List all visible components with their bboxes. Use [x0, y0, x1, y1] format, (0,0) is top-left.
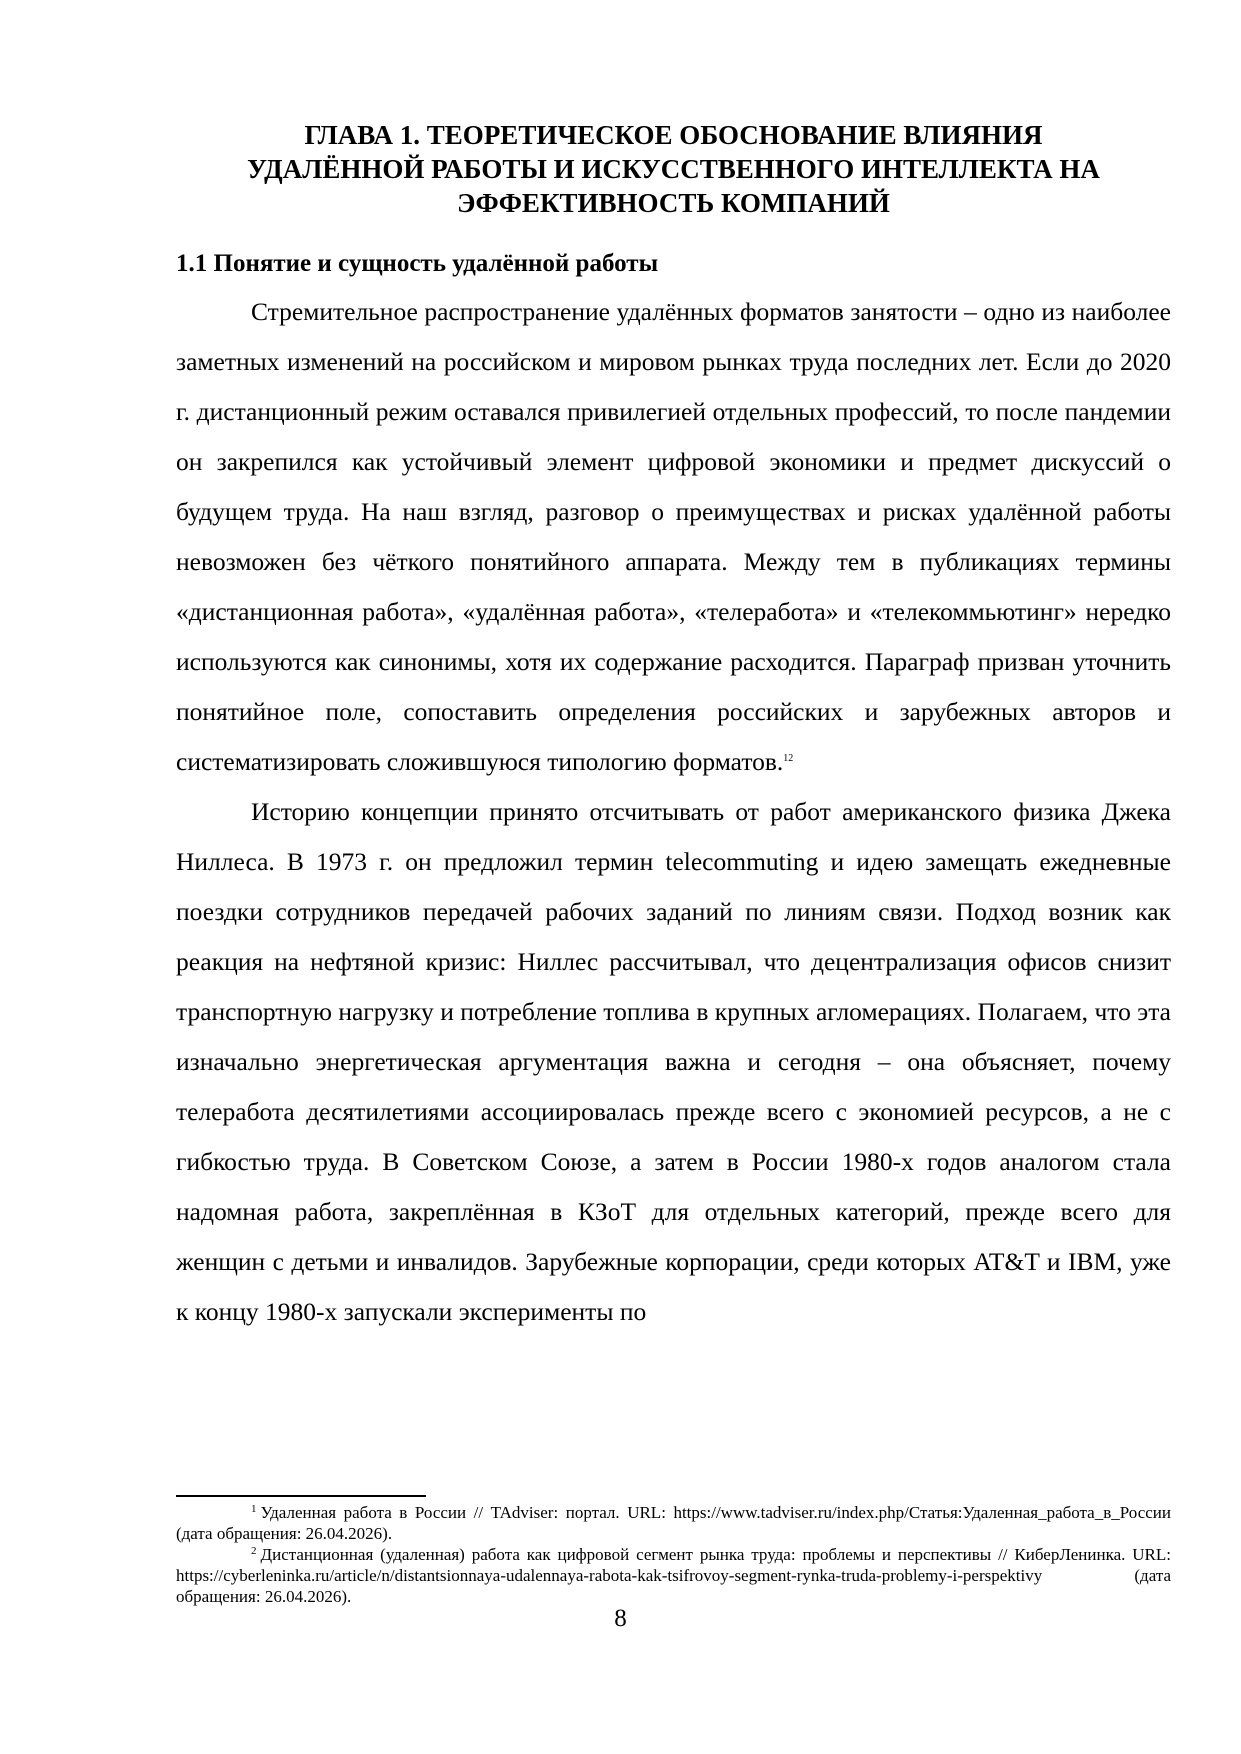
footnote-text: Дистанционная (удаленная) работа как цифровой сегмент рынка труда: проблемы и перспективы // КиберЛенинка. URL: https://cyberleninka.ru/article/n/distantsionnaya-udalennaya-rabota-kak-tsifrovoy-segment-rynka-truda-problemy-i-perspektivy (дата обращения: 26.04.2026).: [176, 1545, 1171, 1606]
chapter-title-line: ЭФФЕКТИВНОСТЬ КОМПАНИЙ: [457, 188, 890, 218]
footnote-reference[interactable]: 12: [783, 753, 794, 764]
footnotes: [176, 1502, 1171, 1607]
chapter-title-line: УДАЛЁННОЙ РАБОТЫ И ИСКУССТВЕННОГО ИНТЕЛЛЕКТА НА: [247, 154, 1100, 184]
body-text: [176, 287, 1171, 1337]
footnote-number: 1: [251, 1502, 257, 1515]
section-heading: 1.1 Понятие и сущность удалённой работы: [176, 250, 659, 277]
footnote-text: Удаленная работа в России // TAdviser: портал. URL: https://www.tadviser.ru/index.php/Статья:Удаленная_работа_в_России (дата обращения: 26.04.2026).: [176, 1503, 1171, 1543]
page-number: 8: [614, 1605, 627, 1632]
footnote-separator: [176, 1495, 426, 1497]
chapter-title: [176, 118, 1171, 220]
chapter-title-line: ГЛАВА 1. ТЕОРЕТИЧЕСКОЕ ОБОСНОВАНИЕ ВЛИЯНИЯ: [304, 120, 1043, 150]
footnote-2: [176, 1544, 1171, 1607]
footnote-1: [176, 1502, 1171, 1544]
footnote-number: 2: [251, 1544, 257, 1557]
paragraph-1: [176, 287, 1171, 787]
paragraph-1-text: Стремительное распространение удалённых форматов занятости – одно из наиболее заметных изменений на российском и мировом рынках труда последних лет. Если до 2020 г. дистанционный режим оставался привилегией отдельных профессий, то после пандемии он закрепился как устойчивый элемент цифровой экономики и предмет дискуссий о будущем труда. На наш взгляд, разговор о преимуществах и рисках удалённой работы невозможен без чёткого понятийного аппарата. Между тем в публикациях термины «дистанционная работа», «удалённая работа», «телеработа» и «телекоммьютинг» нередко используются как синонимы, хотя их содержание расходится. Параграф призван уточнить понятийное поле, сопоставить определения российских и зарубежных авторов и систематизировать сложившуюся типологию форматов.: [176, 297, 1171, 776]
paragraph-2: Историю концепции принято отсчитывать от работ американского физика Джека Ниллеса. В 1973 г. он предложил термин telecommuting и идею замещать ежедневные поездки сотрудников передачей рабочих заданий по линиям связи. Подход возник как реакция на нефтяной кризис: Ниллес рассчитывал, что децентрализация офисов снизит транспортную нагрузку и потребление топлива в крупных агломерациях. Полагаем, что эта изначально энергетическая аргументация важна и сегодня – она объясняет, почему телеработа десятилетиями ассоциировалась прежде всего с экономией ресурсов, а не с гибкостью труда. В Советском Союзе, а затем в России 1980-х годов аналогом стала надомная работа, закреплённая в КЗоТ для отдельных категорий, прежде всего для женщин с детьми и инвалидов. Зарубежные корпорации, среди которых AT&T и IBM, уже к концу 1980-х запускали эксперименты по: [176, 797, 1171, 1326]
